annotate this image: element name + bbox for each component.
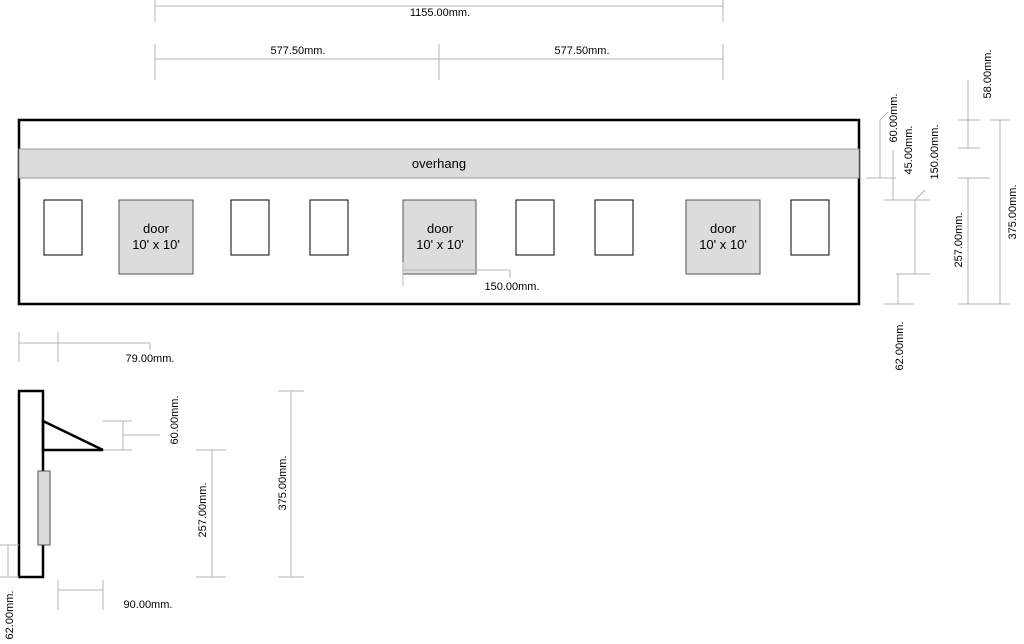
dim-edge-offset-label: 79.00mm.: [125, 353, 175, 365]
door-label: door: [709, 221, 737, 236]
overhang-label: overhang: [411, 156, 467, 171]
dim-total-height-label: 375.00mm.: [1007, 184, 1019, 240]
window: [231, 200, 269, 255]
window: [791, 200, 829, 255]
dimension-edge-offset: [19, 332, 174, 365]
dim-section-overhang-height-label: 60.00mm.: [169, 395, 181, 445]
window: [44, 200, 82, 255]
dim-section-door-height-label: 257.00mm.: [197, 482, 209, 538]
door-size-label: 10' x 10': [132, 237, 180, 252]
dim-overhang-depth-label: 60.00mm.: [888, 93, 900, 143]
door-3: [686, 200, 760, 274]
window: [595, 200, 633, 255]
dim-half-left-label: 577.50mm.: [270, 45, 326, 57]
dim-section-base-offset-label: 62.00mm.: [4, 590, 16, 640]
door-section: [38, 471, 50, 545]
front-elevation: [19, 120, 859, 304]
dimension-half-widths: [155, 44, 723, 80]
dim-base-offset-label: 62.00mm.: [894, 321, 906, 371]
dim-door-gap-label: 150.00mm.: [484, 281, 540, 293]
door-label: door: [426, 221, 454, 236]
dim-door-height-label: 257.00mm.: [953, 212, 965, 268]
door-2: [403, 200, 476, 274]
door-1: [119, 200, 193, 274]
dim-door-top-gap-label: 150.00mm.: [929, 124, 941, 180]
door-size-label: 10' x 10': [416, 237, 464, 252]
dim-top-band-label: 58.00mm.: [982, 49, 994, 99]
overhang-section: [43, 421, 103, 450]
door-size-label: 10' x 10': [699, 237, 747, 252]
window: [310, 200, 348, 255]
dimension-right-side: [866, 50, 1019, 371]
dim-section-total-height-label: 375.00mm.: [277, 455, 289, 511]
door-label: door: [142, 221, 170, 236]
dim-overhang-gap-label: 45.00mm.: [903, 125, 915, 175]
dim-half-right-label: 577.50mm.: [554, 45, 610, 57]
dim-total-width-label: 1155.00mm.: [409, 7, 471, 19]
dimension-total-width: [155, 0, 723, 22]
window: [516, 200, 554, 255]
side-section: [0, 391, 304, 639]
dim-section-overhang-depth-label: 90.00mm.: [123, 599, 173, 611]
